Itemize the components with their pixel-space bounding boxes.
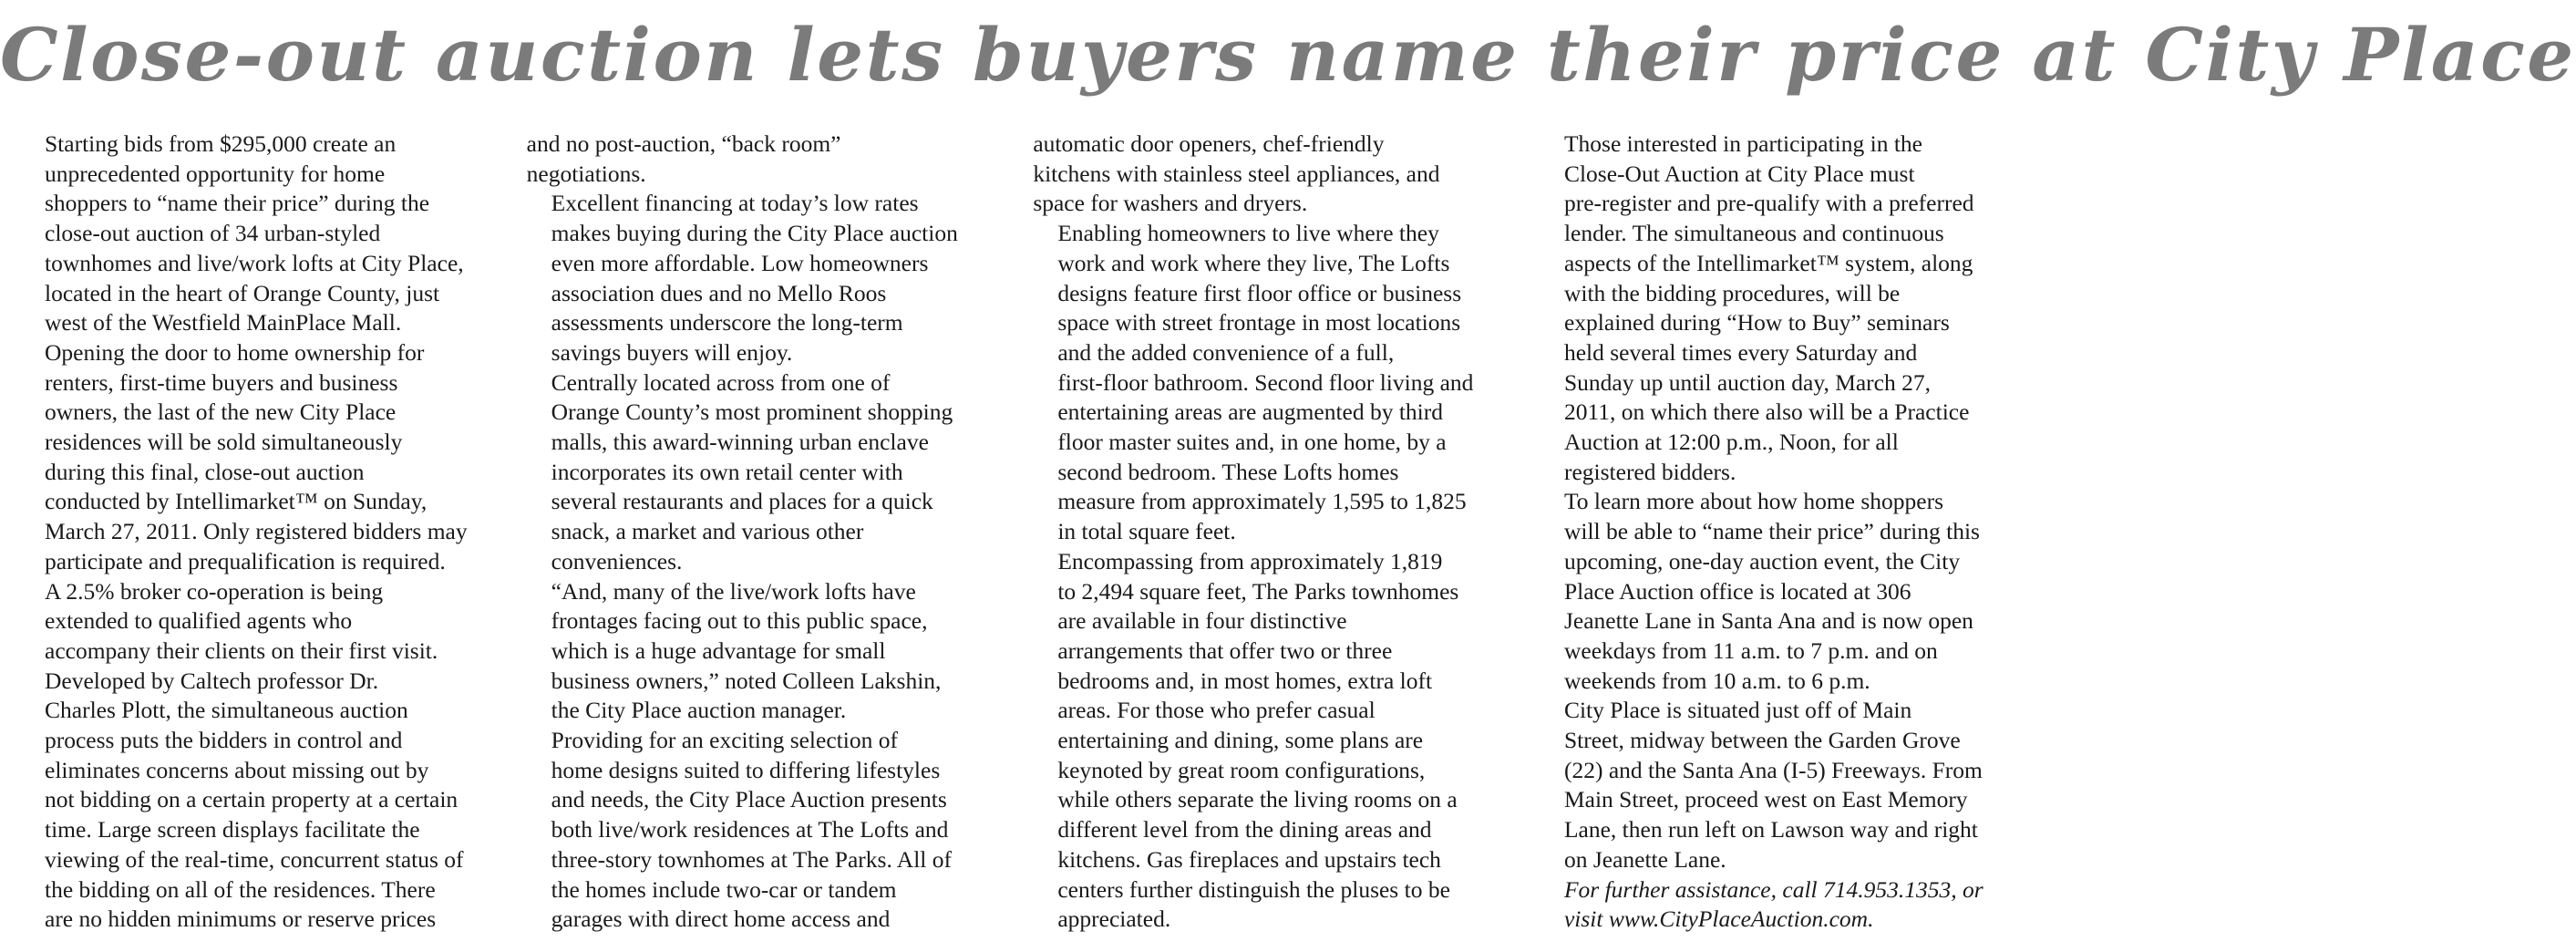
text-line: the City Place auction manager. bbox=[551, 697, 847, 724]
text-line: will be able to “name their price” during this bbox=[1563, 518, 1980, 545]
text-line: entertaining and dining, some plans are bbox=[1057, 727, 1424, 754]
paragraph bbox=[1033, 219, 1505, 547]
text-line: garages with direct home access and bbox=[551, 905, 891, 933]
column-2 bbox=[527, 129, 999, 935]
text-line: areas. For those who prefer casual bbox=[1057, 697, 1376, 724]
text-line: space with street frontage in most locations bbox=[1057, 309, 1461, 336]
text-line: pre-register and pre-qualify with a preferred bbox=[1563, 190, 1974, 217]
text-line: three-story townhomes at The Parks. All of bbox=[551, 845, 952, 873]
paragraph bbox=[20, 667, 492, 935]
text-line: Enabling homeowners to live where they bbox=[1057, 220, 1439, 247]
headline: Close-out auction lets buyers name their price at City Place bbox=[0, 12, 2576, 98]
text-line: second bedroom. These Lofts homes bbox=[1057, 458, 1399, 485]
paragraph bbox=[1033, 129, 1505, 219]
paragraph bbox=[527, 129, 999, 189]
text-line: Lane, then run left on Lawson way and right bbox=[1563, 816, 1978, 843]
text-line: savings buyers will enjoy. bbox=[551, 338, 793, 366]
paragraph bbox=[527, 577, 999, 727]
paragraph bbox=[527, 726, 999, 935]
text-line: Street, midway between the Garden Grove bbox=[1563, 727, 1961, 754]
text-line: eliminates concerns about missing out by bbox=[45, 756, 429, 783]
text-line: participate and prequalification is required. bbox=[45, 547, 446, 574]
contact-paragraph bbox=[1540, 875, 2012, 935]
text-line: are available in four distinctive bbox=[1057, 607, 1347, 635]
text-line: appreciated. bbox=[1057, 905, 1171, 933]
text-line: to 2,494 square feet, The Parks townhomes bbox=[1057, 577, 1459, 605]
text-line: not bidding on a certain property at a certain bbox=[45, 786, 459, 813]
paragraph bbox=[527, 368, 999, 577]
text-line: Orange County’s most prominent shopping bbox=[551, 398, 953, 426]
text-line: process puts the bidders in control and bbox=[45, 727, 403, 754]
text-line: assessments underscore the long-term bbox=[551, 309, 903, 336]
text-line: townhomes and live/work lofts at City Place, bbox=[45, 249, 464, 276]
text-line: held several times every Saturday and bbox=[1563, 338, 1918, 366]
article-body bbox=[20, 129, 2012, 935]
paragraph bbox=[1540, 487, 2012, 696]
paragraph bbox=[1540, 129, 2012, 487]
text-line: business owners,” noted Colleen Lakshin, bbox=[551, 667, 942, 694]
text-line: which is a huge advantage for small bbox=[551, 636, 886, 664]
paragraph bbox=[20, 129, 492, 338]
text-line: first-floor bathroom. Second floor living and bbox=[1057, 368, 1474, 396]
text-line: are no hidden minimums or reserve prices bbox=[45, 905, 437, 933]
text-line: Centrally located across from one of bbox=[551, 368, 891, 396]
text-line: home designs suited to differing lifestyles bbox=[551, 756, 941, 783]
text-line: Excellent financing at today’s low rates bbox=[551, 190, 919, 217]
text-line: “And, many of the live/work lofts have bbox=[551, 577, 916, 605]
text-line: kitchens with stainless steel appliances, and bbox=[1033, 160, 1440, 187]
text-line: Auction at 12:00 p.m., Noon, for all bbox=[1563, 429, 1899, 456]
text-line: during this final, close-out auction bbox=[45, 458, 365, 485]
text-line: work and work where they live, The Lofts bbox=[1057, 249, 1450, 276]
text-line: space for washers and dryers. bbox=[1033, 190, 1308, 217]
text-line: floor master suites and, in one home, by a bbox=[1057, 429, 1447, 456]
text-line: keynoted by great room configurations, bbox=[1057, 756, 1426, 783]
text-line: owners, the last of the new City Place bbox=[45, 398, 397, 426]
text-line: even more affordable. Low homeowners bbox=[551, 249, 929, 276]
text-line: west of the Westfield MainPlace Mall. bbox=[45, 309, 402, 336]
paragraph bbox=[1540, 696, 2012, 874]
text-line: aspects of the Intellimarket™ system, along bbox=[1563, 249, 1973, 276]
text-line: close-out auction of 34 urban-styled bbox=[45, 220, 381, 247]
text-line: Place Auction office is located at 306 bbox=[1563, 577, 1911, 605]
text-line: shoppers to “name their price” during the bbox=[45, 190, 430, 217]
column-4 bbox=[1540, 129, 2012, 935]
text-line: renters, first-time buyers and business bbox=[45, 368, 398, 396]
text-line: weekdays from 11 a.m. to 7 p.m. and on bbox=[1563, 636, 1938, 664]
column-1 bbox=[20, 129, 492, 935]
text-line: Close-Out Auction at City Place must bbox=[1563, 160, 1915, 187]
text-line: measure from approximately 1,595 to 1,825 bbox=[1057, 488, 1467, 515]
text-line: residences will be sold simultaneously bbox=[45, 429, 403, 456]
text-line: 2011, on which there also will be a Practice bbox=[1563, 398, 1970, 426]
text-line: incorporates its own retail center with bbox=[551, 458, 903, 485]
text-line: extended to qualified agents who bbox=[45, 607, 353, 635]
text-line: Sunday up until auction day, March 27, bbox=[1563, 368, 1931, 396]
text-line: makes buying during the City Place auction bbox=[551, 220, 958, 247]
text-line: malls, this award-winning urban enclave bbox=[551, 429, 929, 456]
text-line: Starting bids from $295,000 create an bbox=[45, 130, 397, 157]
text-line: and no post-auction, “back room” bbox=[526, 130, 841, 157]
text-line: Developed by Caltech professor Dr. bbox=[45, 667, 379, 694]
text-line: Charles Plott, the simultaneous auction bbox=[45, 697, 408, 724]
text-line: kitchens. Gas fireplaces and upstairs tech bbox=[1057, 845, 1441, 873]
text-line: accompany their clients on their first visit. bbox=[45, 636, 438, 664]
text-line: several restaurants and places for a quick bbox=[551, 488, 933, 515]
text-line: time. Large screen displays facilitate the bbox=[45, 816, 420, 843]
text-line: Those interested in participating in the bbox=[1563, 130, 1922, 157]
text-line: with the bidding procedures, will be bbox=[1563, 279, 1901, 306]
text-line: negotiations. bbox=[526, 160, 646, 187]
text-line: A 2.5% broker co-operation is being bbox=[45, 577, 384, 605]
text-line: bedrooms and, in most homes, extra loft bbox=[1057, 667, 1433, 694]
text-line: March 27, 2011. Only registered bidders may bbox=[45, 518, 468, 545]
text-line: Main Street, proceed west on East Memory bbox=[1563, 786, 1968, 813]
text-line: Providing for an exciting selection of bbox=[551, 727, 898, 754]
text-line: in total square feet. bbox=[1057, 518, 1236, 545]
text-line: arrangements that offer two or three bbox=[1057, 636, 1393, 664]
text-line: Encompassing from approximately 1,819 bbox=[1057, 547, 1443, 574]
text-line: different level from the dining areas and bbox=[1057, 816, 1432, 843]
text-line: registered bidders. bbox=[1563, 458, 1736, 485]
text-line: To learn more about how home shoppers bbox=[1563, 488, 1943, 515]
text-line: Jeanette Lane in Santa Ana and is now open bbox=[1563, 607, 1973, 635]
text-line: on Jeanette Lane. bbox=[1563, 845, 1726, 873]
column-3 bbox=[1033, 129, 1505, 935]
text-line: explained during “How to Buy” seminars bbox=[1563, 309, 1950, 336]
text-line: located in the heart of Orange County, just bbox=[45, 279, 440, 306]
text-line: centers further distinguish the pluses to be bbox=[1057, 875, 1450, 903]
text-line: the bidding on all of the residences. There bbox=[45, 875, 436, 903]
text-line: the homes include two-car or tandem bbox=[551, 875, 897, 903]
text-line: conveniences. bbox=[551, 547, 683, 574]
text-line: conducted by Intellimarket™ on Sunday, bbox=[45, 488, 428, 515]
text-line: viewing of the real-time, concurrent status of bbox=[45, 845, 464, 873]
paragraph bbox=[1033, 547, 1505, 935]
text-line: automatic door openers, chef-friendly bbox=[1033, 130, 1385, 157]
text-line: City Place is situated just off of Main bbox=[1563, 697, 1912, 724]
text-line: designs feature first floor office or business bbox=[1057, 279, 1462, 306]
text-line: unprecedented opportunity for home bbox=[45, 160, 386, 187]
text-line: weekends from 10 a.m. to 6 p.m. bbox=[1563, 667, 1870, 694]
text-line: (22) and the Santa Ana (I-5) Freeways. From bbox=[1563, 756, 1983, 783]
text-line: For further assistance, call 714.953.1353, or bbox=[1563, 875, 1984, 903]
text-line: entertaining areas are augmented by third bbox=[1057, 398, 1444, 426]
text-line: and the added convenience of a full, bbox=[1057, 338, 1395, 366]
text-line: upcoming, one-day auction event, the City bbox=[1563, 547, 1961, 574]
text-line: association dues and no Mello Roos bbox=[551, 279, 887, 306]
text-line: lender. The simultaneous and continuous bbox=[1563, 220, 1944, 247]
paragraph bbox=[527, 189, 999, 367]
text-line: Opening the door to home ownership for bbox=[45, 338, 425, 366]
text-line: snack, a market and various other bbox=[551, 518, 864, 545]
text-line: and needs, the City Place Auction presents bbox=[551, 786, 947, 813]
text-line: frontages facing out to this public space, bbox=[551, 607, 928, 635]
text-line: while others separate the living rooms on a bbox=[1057, 786, 1458, 813]
text-line: visit www.CityPlaceAuction.com. bbox=[1563, 905, 1874, 933]
text-line: both live/work residences at The Lofts and bbox=[551, 816, 949, 843]
paragraph bbox=[20, 338, 492, 667]
